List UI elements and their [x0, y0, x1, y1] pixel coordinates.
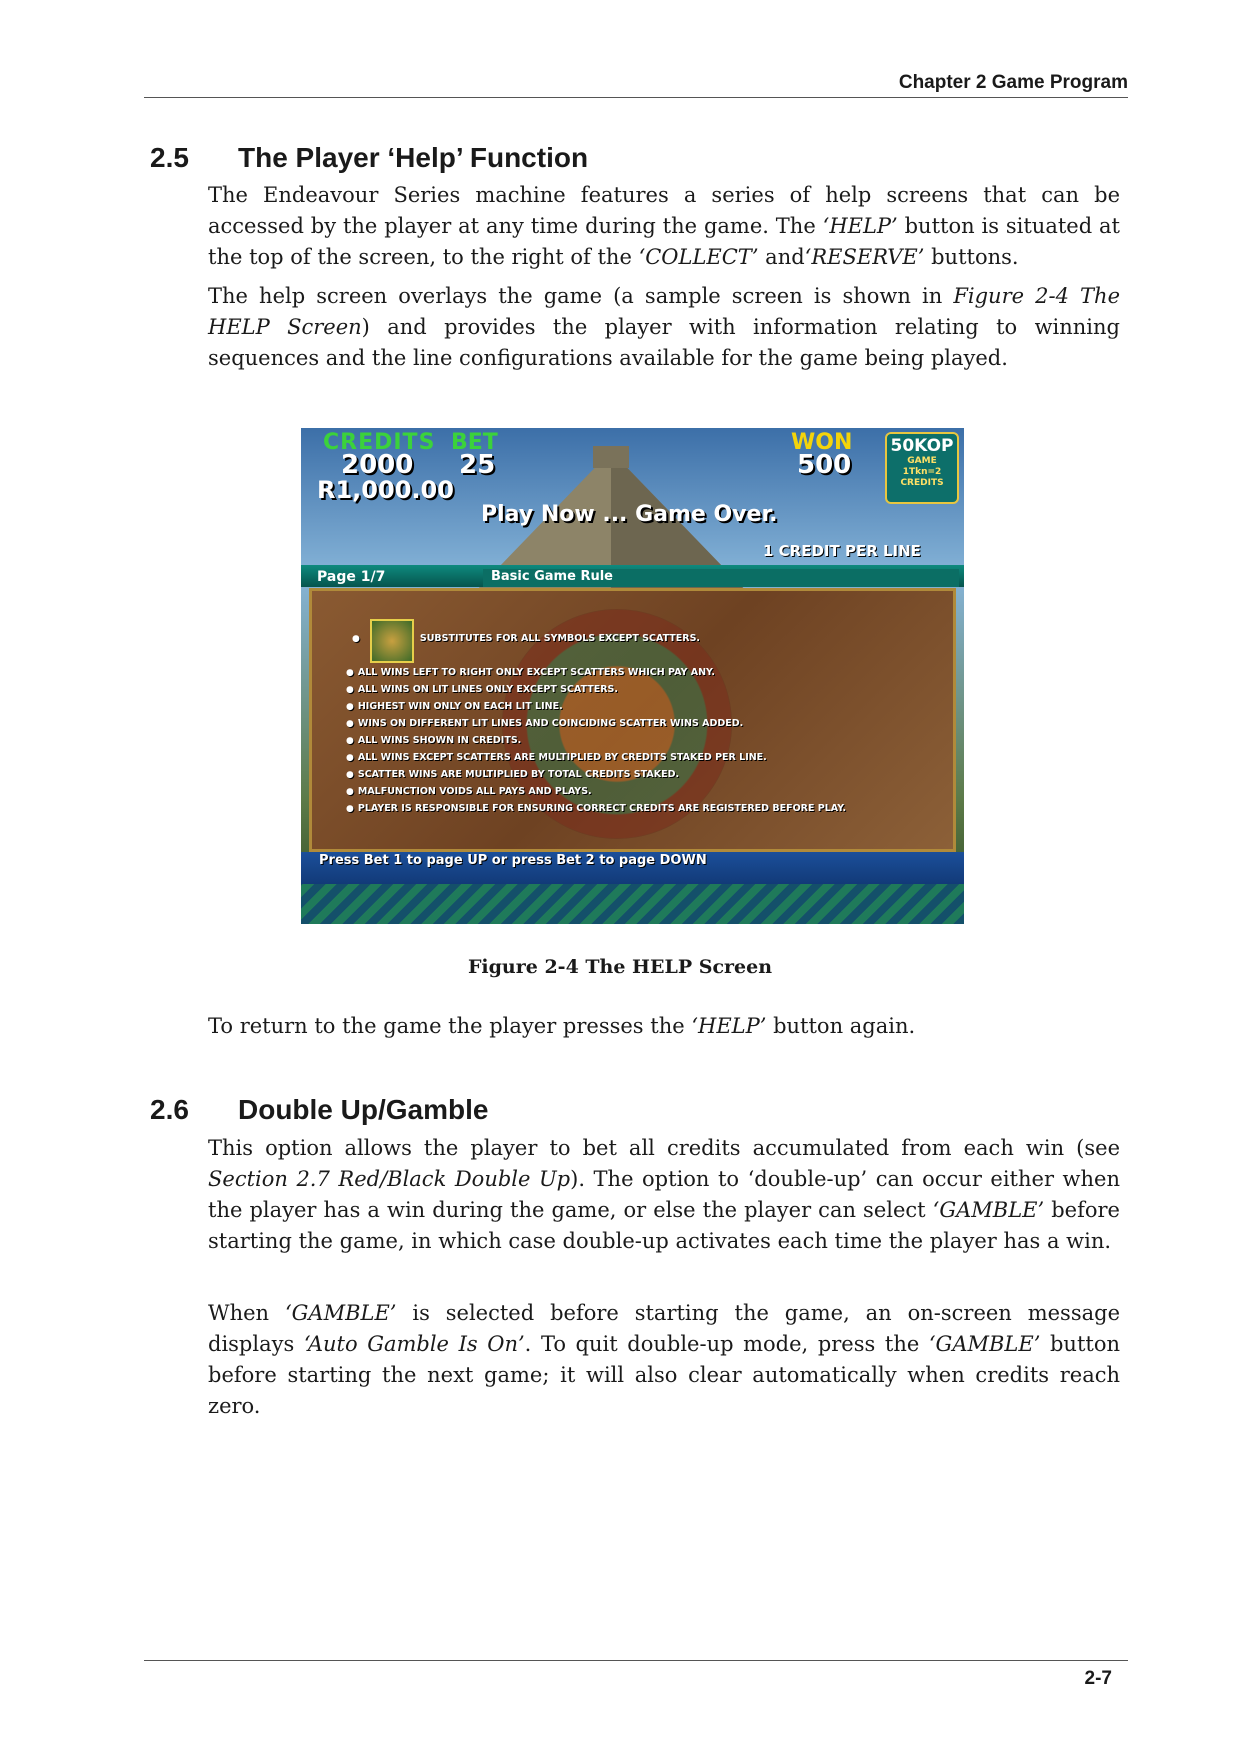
gamble-term: ‘GAMBLE’: [928, 1332, 1041, 1356]
won-value: 500: [797, 450, 852, 480]
text-span: is selected before starting the game, an on-screen message displays: [208, 1301, 1121, 1356]
rule-line: ● PLAYER IS RESPONSIBLE FOR ENSURING CORRECT CREDITS ARE REGISTERED BEFORE PLAY.: [346, 803, 846, 814]
text-span: ) and provides the player with information relating to winning sequences and the line configurations available for the game being played.: [208, 315, 1120, 370]
help-intro-paragraph: [208, 180, 1120, 273]
rules-panel: [309, 588, 956, 852]
page-number: 2-7: [1084, 1668, 1112, 1689]
rule-line: ● ALL WINS EXCEPT SCATTERS ARE MULTIPLIED BY CREDITS STAKED PER LINE.: [346, 752, 767, 763]
section-reference: Section 2.7 Red/Black Double Up: [208, 1167, 571, 1191]
text-span: When: [208, 1301, 285, 1325]
page-indicator: Page 1/7: [317, 569, 386, 585]
money-value: R1,000.00: [317, 476, 454, 504]
rule-line: ● ALL WINS SHOWN IN CREDITS.: [346, 735, 521, 746]
return-paragraph: [208, 1011, 1120, 1042]
game-message: Play Now ... Game Over.: [481, 502, 778, 527]
section-heading-2-5: [150, 142, 588, 174]
gamble-term: ‘GAMBLE’: [284, 1301, 397, 1325]
rule-line: ● HIGHEST WIN ONLY ON EACH LIT LINE.: [346, 701, 563, 712]
section-heading-2-6: [150, 1094, 488, 1126]
rule-line: ● SUBSTITUTES FOR ALL SYMBOLS EXCEPT SCATTERS.: [352, 633, 700, 644]
text-span: and: [758, 245, 805, 269]
text-span: button before starting the next game; it will also clear automatically when credits reach zero.: [208, 1332, 1120, 1418]
figure-reference: Figure 2-4 The HELP Screen: [208, 284, 1120, 339]
help-screen-figure: [301, 428, 964, 924]
denomination-badge: [885, 432, 959, 504]
text-span: button again.: [766, 1014, 916, 1038]
gamble-term: ‘GAMBLE’: [932, 1198, 1045, 1222]
figure-caption: Figure 2-4 The HELP Screen: [467, 956, 773, 978]
paging-instruction: Press Bet 1 to page UP or press Bet 2 to page DOWN: [319, 853, 707, 868]
text-span: . To quit double-up mode, press the: [524, 1332, 929, 1356]
badge-line-4: CREDITS: [900, 478, 944, 488]
badge-line-2: GAME: [907, 456, 937, 466]
credits-value: 2000: [341, 450, 414, 480]
text-span: The Endeavour Series machine features a series of help screens that can be accessed by the player at any time during the game. The: [208, 183, 1120, 238]
section-title: Double Up/Gamble: [238, 1094, 489, 1125]
text-span: This option allows the player to bet all credits accumulated from each win (see: [208, 1136, 1120, 1160]
rule-line: ● SCATTER WINS ARE MULTIPLIED BY TOTAL CREDITS STAKED.: [346, 769, 679, 780]
section-number: 2.6: [150, 1094, 189, 1125]
section-number: 2.5: [150, 142, 189, 173]
chapter-header: Chapter 2 Game Program: [898, 72, 1128, 93]
help-overlay-paragraph: [208, 281, 1120, 374]
credit-per-line: 1 CREDIT PER LINE: [763, 542, 921, 560]
badge-line-3: 1Tkn=2: [902, 467, 942, 477]
gamble-paragraph: [208, 1298, 1120, 1422]
help-term: ‘HELP’: [691, 1014, 767, 1038]
bet-label: BET: [451, 430, 498, 455]
bet-value: 25: [459, 450, 496, 480]
text-span: The help screen overlays the game (a sample screen is shown in: [208, 284, 954, 308]
rule-tab-title: Basic Game Rule: [483, 569, 959, 587]
rule-line: ● ALL WINS LEFT TO RIGHT ONLY EXCEPT SCATTERS WHICH PAY ANY.: [346, 667, 715, 678]
text-span: buttons.: [924, 245, 1019, 269]
footer-rule: [144, 1660, 1128, 1661]
won-label: WON: [791, 430, 853, 455]
text-span: ). The option to ‘double-up’ can occur either when the player has a win during the game, or else the player can select: [208, 1167, 1120, 1222]
section-title: The Player ‘Help’ Function: [238, 142, 589, 173]
double-up-paragraph: [208, 1133, 1120, 1257]
text-span: button is situated at the top of the screen, to the right of the: [208, 214, 1120, 269]
credits-label: CREDITS: [323, 430, 436, 455]
help-term: ‘HELP’: [822, 214, 898, 238]
rule-line: ● WINS ON DIFFERENT LIT LINES AND COINCIDING SCATTER WINS ADDED.: [346, 718, 743, 729]
collect-term: ‘COLLECT’: [638, 245, 759, 269]
header-rule: [144, 97, 1128, 98]
auto-gamble-message: ‘Auto Gamble Is On’: [303, 1332, 525, 1356]
text-span: To return to the game the player presses the: [208, 1014, 692, 1038]
rule-line: ● MALFUNCTION VOIDS ALL PAYS AND PLAYS.: [346, 786, 592, 797]
badge-line-1: 50KOP: [890, 436, 954, 456]
rule-line: ● ALL WINS ON LIT LINES ONLY EXCEPT SCATTERS.: [346, 684, 618, 695]
reserve-term: ‘RESERVE’: [804, 245, 925, 269]
text-span: before starting the game, in which case double-up activates each time the player has a win.: [208, 1198, 1120, 1253]
